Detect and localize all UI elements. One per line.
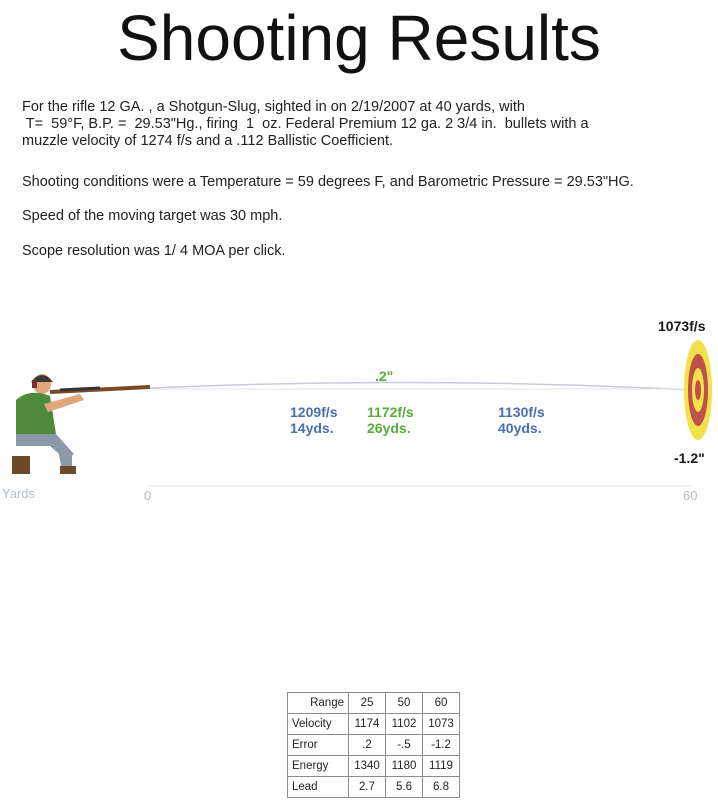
table-header-cell: 25 [349, 693, 386, 714]
table-header-cell: 50 [386, 693, 423, 714]
table-cell: 2.7 [349, 777, 386, 798]
table-cell: 5.6 [386, 777, 423, 798]
point-distance: 40yds. [498, 420, 542, 436]
row-label: Lead [288, 777, 349, 798]
table-cell: 1073 [423, 714, 460, 735]
table-cell: 1340 [349, 756, 386, 777]
shooting-conditions: Shooting conditions were a Temperature = 59 degrees F, and Barometric Pressure = 29.53"HG. [22, 174, 634, 190]
rifle-description-line-1: For the rifle 12 GA. , a Shotgun-Slug, sighted in on 2/19/2007 at 40 yards, with [22, 99, 525, 115]
page-title: Shooting Results [117, 2, 601, 74]
point-velocity: 1130f/s [498, 404, 545, 420]
trajectory-point [367, 404, 414, 436]
target-velocity-label: 1073f/s [658, 318, 706, 334]
axis-title: Yards [2, 486, 35, 501]
axis-start-label: 0 [144, 488, 152, 503]
row-label: Error [288, 735, 349, 756]
table-header-row [288, 693, 460, 714]
point-distance: 26yds. [367, 420, 411, 436]
table-cell: 1119 [423, 756, 460, 777]
point-velocity: 1209f/s [290, 404, 338, 420]
trajectory-point [498, 404, 545, 436]
target-speed: Speed of the moving target was 30 mph. [22, 208, 283, 224]
table-cell: 1102 [386, 714, 423, 735]
row-label: Energy [288, 756, 349, 777]
table-header-cell: 60 [423, 693, 460, 714]
results-table [287, 692, 460, 798]
axis-end-label: 60 [683, 488, 698, 503]
table-row [288, 714, 460, 735]
target-icon [684, 340, 712, 440]
table-cell: -1.2 [423, 735, 460, 756]
rifle-description [22, 99, 712, 150]
point-velocity: 1172f/s [367, 404, 414, 420]
table-cell: 1174 [349, 714, 386, 735]
table-row [288, 756, 460, 777]
trajectory-point [290, 404, 337, 436]
scope-resolution: Scope resolution was 1/ 4 MOA per click. [22, 243, 286, 259]
shooter-icon [12, 374, 150, 474]
peak-height-label: .2" [375, 368, 394, 384]
rifle-description-line-2: T= 59°F, B.P. = 29.53"Hg., firing 1 oz. Federal Premium 12 ga. 2 3/4 in. bullets with a [22, 116, 589, 132]
table-header-cell: Range [288, 693, 349, 714]
table-cell: -.5 [386, 735, 423, 756]
rifle-description-line-3: muzzle velocity of 1274 f/s and a .112 Ballistic Coefficient. [22, 133, 394, 149]
row-label: Velocity [288, 714, 349, 735]
table-cell: .2 [349, 735, 386, 756]
target-error-label: -1.2" [674, 450, 705, 466]
table-cell: 6.8 [423, 777, 460, 798]
trajectory-scene [0, 300, 718, 520]
table-cell: 1180 [386, 756, 423, 777]
table-row [288, 777, 460, 798]
point-distance: 14yds. [290, 420, 334, 436]
table-row [288, 735, 460, 756]
trajectory-diagram [0, 300, 718, 520]
